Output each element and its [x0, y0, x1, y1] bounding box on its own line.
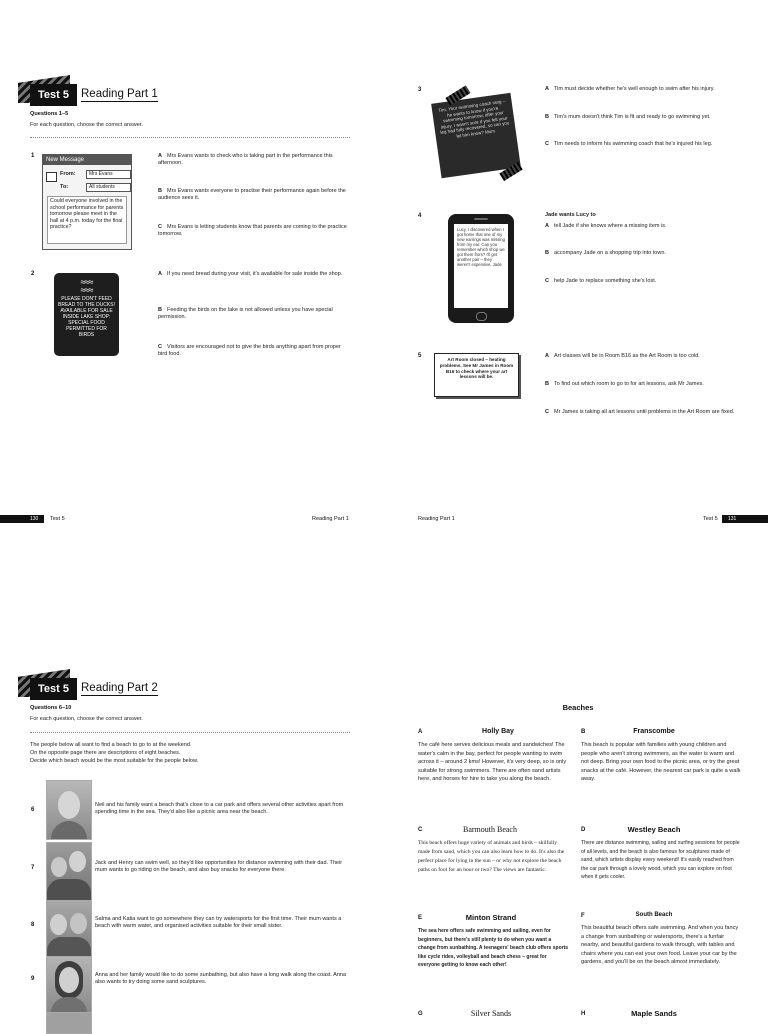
face-icon: [51, 857, 67, 877]
question-number: 3: [418, 87, 422, 93]
q3-option-b[interactable]: B Tim's mum doesn't think Tim is fit and ready to go swimming yet.: [545, 114, 711, 120]
intro-line: The people below all want to find a beach to go to at the weekend.: [30, 742, 192, 748]
divider: [30, 732, 350, 733]
q5-option-c[interactable]: C Mr James is taking all art lessons until problems in the Art Room are fixed.: [545, 409, 735, 415]
beach-description: This beautiful beach offers safe swimming. And when you fancy a change from sunbathing or watersports, there's a funfair nearby, and beautiful gardens to walk through, with tables and chairs where you can eat your own food. Leave your car by the gardens, and you'll be on the beach almost immediately.: [581, 925, 739, 966]
part-label: Reading Part 1: [81, 88, 158, 100]
q4-stem: Jade wants Lucy to: [545, 212, 596, 218]
beach-name: Franscombe: [633, 728, 675, 735]
beach-name: Minton Strand: [465, 913, 517, 922]
question-number: 7: [31, 865, 35, 871]
beach-description: There are distance swimming, sailing and surfing sessions for people of all levels, and the beach is also famous for sculptures made of sand, which artists display every weekend! It's easily reached from the car park through a lovely wood, which you can explore on foot when it gets cooler.: [581, 840, 740, 881]
from-label: From:: [60, 171, 76, 177]
footer-right: Test 5: [703, 516, 718, 522]
person-photo: [46, 1012, 92, 1034]
beach-description: This beach offers huge variety of animals and birds – skilfully made from sand, which you can also learn how to do. It's also the perfect place for lying in the sun – or why not explore the beach paths on foot for an hour or two? The views are fantastic.: [418, 840, 565, 873]
beach-name: Holly Bay: [482, 728, 514, 735]
q4-option-a[interactable]: A tell Jade if she knows where a missing item is.: [545, 223, 667, 229]
q2-option-c[interactable]: C Visitors are encouraged not to give the birds anything apart from proper bird food.: [158, 344, 341, 358]
shoulders-icon: [51, 821, 87, 840]
beach-letter: F: [581, 913, 585, 919]
beach-name: Maple Sands: [631, 1009, 677, 1018]
footer-right: Reading Part 1: [312, 516, 349, 522]
message-icon: [46, 172, 57, 182]
q1-option-b[interactable]: B Mrs Evans wants everyone to practise their performance again before the audience sees it.: [158, 188, 346, 202]
person-7-text: Jack and Henry can swim well, so they'd like opportunities for distance swimming with their dad. Their mum wants to go riding on the beach, and also buy snacks for everyone there.: [95, 860, 343, 874]
beach-letter: D: [581, 827, 586, 833]
footer-left: Test 5: [50, 516, 65, 522]
person-photo: [46, 780, 92, 840]
sticky-note: [431, 93, 521, 178]
question-number: 9: [31, 976, 35, 982]
message-body: Could everyone involved in the school performance for parents tomorrow please meet in the hall at 4 p.m. today for the final practice?: [47, 196, 127, 244]
q1-option-c[interactable]: C Mrs Evans is letting students know that parents are coming to the practice tomorrow.: [158, 224, 347, 238]
person-6-text: Neil and his family want a beach that's close to a car park and offers several other activities apart from spending time in the sea. They'd also like a picnic area near the beach.: [95, 802, 344, 816]
footer-left: Reading Part 1: [418, 516, 455, 522]
face-icon: [50, 914, 67, 935]
person-photo: [46, 842, 92, 902]
phone-speaker: [474, 218, 488, 220]
note-text: Tim, Your swimming coach rang – he wants to know if you're swimming tomorrow, after your injury. I wasn't sure if you felt your leg had fully recovered, so can you let him know? Mum: [438, 98, 510, 139]
duck-sign: [54, 273, 119, 356]
waves-icon: ≈≈≈ ≈≈≈: [80, 277, 93, 295]
phone: [448, 214, 514, 323]
q1-option-a[interactable]: A Mrs Evans wants to check who is taking part in the performance this afternoon.: [158, 153, 333, 167]
q5-option-b[interactable]: B To find out which room to go to for art lessons, ask Mr James.: [545, 381, 704, 387]
q3-option-c[interactable]: C Tim needs to inform his swimming coach that he's injured his leg.: [545, 141, 713, 147]
q3-option-a[interactable]: A Tim must decide whether he's well enough to swim after his injury.: [545, 86, 715, 92]
questions-heading: Questions 1–5: [30, 111, 69, 117]
message-window: [42, 154, 132, 250]
q2-option-a[interactable]: A If you need bread during your visit, it's available for sale inside the shop.: [158, 271, 343, 277]
q5-option-a[interactable]: A Art classes will be in Room B16 as the Art Room is too cold.: [545, 353, 700, 359]
test-label: Test 5: [30, 678, 77, 700]
beach-letter: C: [418, 827, 423, 833]
notice-board: [434, 353, 519, 397]
instruction: For each question, choose the correct answer.: [30, 716, 143, 722]
q4-option-c[interactable]: C help Jade to replace something she's lost.: [545, 278, 657, 284]
beach-description: This beach is popular with families with young children and people who aren't strong swimmers, as the water is warm and not deep. Bring your own food to the picnic area, or try the great snacks at the café. However, the nearest car park is quite a walk away.: [581, 742, 741, 783]
beach-letter: E: [418, 915, 423, 921]
question-number: 8: [31, 922, 35, 928]
beach-letter: A: [418, 729, 423, 735]
person-9-text: Anna and her family would like to do some sunbathing, but also have a long walk along the coast. Anna also wants to try doing some sand sculptures.: [95, 972, 347, 986]
person-photo: [46, 900, 92, 960]
face-icon: [69, 851, 86, 872]
question-number: 5: [418, 353, 422, 359]
page-number: 131: [728, 516, 737, 522]
question-number: 1: [31, 153, 35, 159]
beach-name: Silver Sands: [470, 1009, 512, 1018]
notice-text: Art Room closed – heating problems. See Mr James in Room B16 to check where your art lessons will be.: [439, 357, 514, 380]
question-number: 6: [31, 807, 35, 813]
to-field: All students: [86, 183, 131, 192]
to-label: To:: [60, 184, 69, 190]
questions-heading: Questions 6–10: [30, 705, 72, 711]
beach-letter: H: [581, 1011, 586, 1017]
test-label: Test 5: [30, 84, 77, 106]
beach-name: South Beach: [635, 912, 673, 918]
question-number: 2: [31, 271, 35, 277]
from-field: Mrs Evans: [86, 170, 131, 179]
phone-screen: [454, 224, 508, 308]
divider: [30, 137, 350, 138]
intro-line: On the opposite page there are descriptions of eight beaches.: [30, 750, 181, 756]
person-8-text: Salma and Katia want to go somewhere they can try watersports for the first time. Their mum wants a beach with warm water, and organised activities suitable for their small sister.: [95, 916, 342, 930]
phone-message: Lucy, I discovered when I got home that one of my new earrings was missing from my ear. Can you remember which shop we got them from? I'll get another pair – they weren't expensive. Jade: [457, 227, 505, 267]
instruction: For each question, choose the correct answer.: [30, 122, 143, 128]
q4-option-b[interactable]: B accompany Jade on a shopping trip into town.: [545, 250, 666, 256]
person-photo: [46, 956, 92, 1016]
home-button: [476, 312, 487, 321]
question-number: 4: [418, 213, 422, 219]
face-icon: [59, 967, 79, 993]
message-title: New Message: [43, 155, 131, 165]
beach-letter: B: [581, 729, 586, 735]
beach-letter: G: [418, 1011, 423, 1017]
part-label: Reading Part 2: [81, 682, 158, 694]
face-icon: [70, 913, 87, 934]
beach-description: The café here serves delicious meals and sandwiches! The water's calm in the bay, perfect for people wanting to swim across it – around 2 kms! However, it's very deep, so is only suitable for strong swimmers. There are often sand artists here, and horses for hire to take you along the beach.: [418, 742, 567, 783]
beach-name: Barmouth Beach: [463, 825, 517, 834]
sign-text: PLEASE DON'T FEED BREAD TO THE DUCKS! AVAILABLE FOR SALE INSIDE LAKE SHOP: SPECIAL FOOD PERMITTED FOR BIRDS: [58, 296, 115, 338]
beach-name: Westley Beach: [627, 825, 681, 834]
page-number: 130: [30, 516, 39, 522]
shoulders-icon: [47, 879, 91, 902]
face-icon: [58, 791, 80, 819]
beach-description: The sea here offers safe swimming and sailing, even for beginners, but there's still plenty to do when you want a change from sunbathing. A teenagers' beach club offers sports like cycle rides, volleyball and beach chess – great for everyone getting to know each other!: [418, 928, 569, 969]
q2-option-b[interactable]: B Feeding the birds on the lake is not allowed unless you have special permission.: [158, 307, 333, 321]
beaches-heading: Beaches: [562, 703, 594, 712]
intro-line: Decide which beach would be the most suitable for the people below.: [30, 758, 199, 764]
